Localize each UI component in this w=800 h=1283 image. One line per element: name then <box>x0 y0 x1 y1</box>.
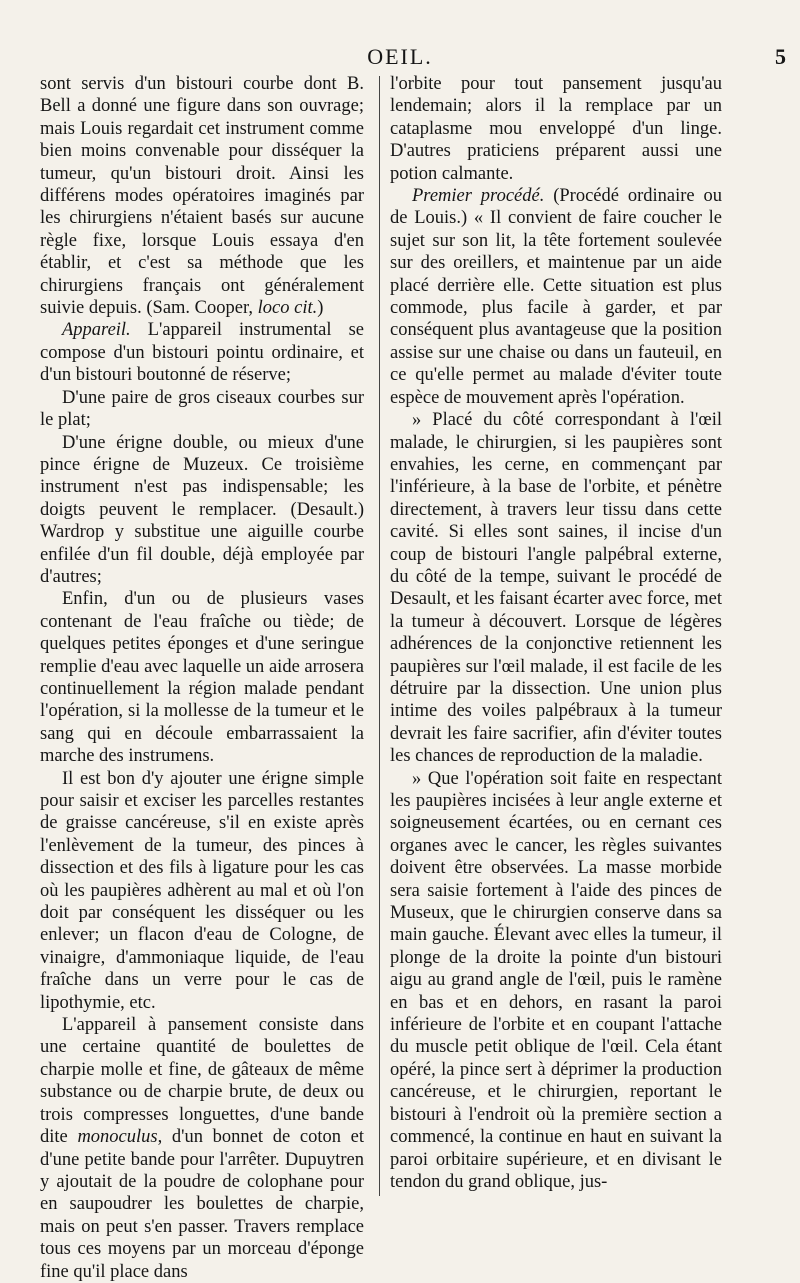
text-run: D'une paire de gros ciseaux courbes sur le plat; <box>40 387 364 431</box>
page-number: 5 <box>775 44 786 69</box>
paragraph <box>40 588 364 767</box>
text-run: » Que l'opération soit faite en respectant les paupières incisées à leur angle externe et soigneusement écartées, ou en cernant ces organes avec le cancer, les règles suivantes doivent être observées. La masse morbide sera saisie fortement à l'aide des pinces de Museux, que le chirurgien conserve dans sa main gauche. Élevant avec elles la tumeur, il plonge de la droite la pointe d'un bistouri aigu au grand angle de l'œil, puis le ramène en bas et en dehors, en rasant la paroi inférieure de l'orbite et en coupant l'attache du muscle petit oblique de l'œil. Cela étant opéré, la pince sert à déprimer la production cancéreuse, et le chirurgien, reportant le bistouri à l'endroit où la première section a commencé, la continue en haut en suivant la paroi orbitaire supérieure, et en divisant le tendon du grand oblique, jus- <box>390 768 722 1192</box>
running-head: OEIL. <box>367 44 433 69</box>
text-run: l'orbite pour tout pansement jusqu'au lendemain; alors il la remplace par un cataplasme mou enveloppé d'un linge. D'autres praticiens préparent aussi une potion calmante. <box>390 74 722 184</box>
left-column <box>40 73 364 1283</box>
text-run: D'une érigne double, ou mieux d'une pince érigne de Muzeux. Ce troisième instrument n'est pas indispensable; les doigts peuvent le remplacer. (Desault.) Wardrop y substitue une aiguille courbe enfilée d'un fil double, déjà employée par d'autres; <box>40 432 364 587</box>
text-run: L'appareil instrumental se compose d'un bistouri pointu ordinaire, et d'un bistouri boutonné de réserve; <box>40 320 364 386</box>
text-run: L'appareil à pansement consiste dans une certaine quantité de boulettes de charpie molle et fine, de gâteaux de même substance ou de charpie brute, de deux ou trois compresses longuettes, d'une bande dite <box>40 1015 364 1148</box>
text-run: Enfin, d'un ou de plusieurs vases contenant de l'eau fraîche ou tiède; de quelques petites éponges et d'une seringue remplie d'eau avec laquelle un aide arrosera continuellement la région malade pendant l'opération, si la mollesse de la tumeur et le sang qui en découle embarrassaient la marche des instrumens. <box>40 589 364 767</box>
italic-text: loco cit. <box>257 298 318 319</box>
paragraph <box>40 432 364 589</box>
text-run: Il est bon d'y ajouter une érigne simple pour saisir et exciser les parcelles restantes de graisse cancéreuse, s'il en existe après l'enlèvement de la tumeur, des pinces à dissection et des fils à ligature pour les cas où les paupières adhèrent au mal et où l'on doit par conséquent les disséquer ou les enlever; un flacon d'eau de Cologne, de vinaigre, d'ammoniaque liquide, de l'eau fraîche dans un verre pour le cas de lipothymie, etc. <box>40 768 364 1013</box>
text-run: » Placé du côté correspondant à l'œil malade, le chirurgien, si les paupières sont envahies, les cerne, en commençant par l'inférieure, à la base de l'orbite, et pénètre directement, à travers leur tissu dans cette cavité. Si elles sont saines, il incise d'un coup de bistouri l'angle palpébral externe, du côté de la tempe, suivant le procédé de Desault, et les faisant écarter avec force, met la tumeur à découvert. Lorsque de légères adhérences de la conjonctive retiennent les paupières sur l'œil malade, il est facile de les détruire par la dissection. Une union plus intime des voiles palpébraux à la tumeur devrait les faire sacrifier, afin d'éviter toutes les chances de reproduction de la maladie. <box>390 410 722 767</box>
text-run: (Procédé ordinaire ou de Louis.) « Il convient de faire coucher le sujet sur son lit, la tête fortement soulevée sur des oreillers, et maintenue par un aide placé derrière elle. Cette situation est plus commode, plus facile à garder, et par conséquent plus avantageuse que la position assise sur une chaise ou dans un fauteuil, en ce qu'elle permet au malade d'éviter toute espèce de mouvement après l'opération. <box>390 186 722 408</box>
text-run: , d'un bonnet de coton et d'une petite bande pour l'arrêter. Dupuytren y ajoutait de la poudre de colophane pour en saupoudrer les boulettes de charpie, mais on peut s'en passer. Travers remplace tous ces moyens par un morceau d'éponge fine qu'il place dans <box>40 1127 364 1282</box>
italic-text: Appareil. <box>62 320 131 341</box>
column-divider <box>379 76 380 1196</box>
right-column <box>390 73 722 1193</box>
italic-text: monoculus <box>77 1127 158 1148</box>
italic-text: Premier procédé. <box>412 186 545 207</box>
paragraph <box>40 319 364 386</box>
paragraph <box>390 73 722 185</box>
paragraph <box>40 768 364 1014</box>
paragraph <box>390 185 722 409</box>
text-run: sont servis d'un bistouri courbe dont B. Bell a donné une figure dans son ouvrage; mais Louis regardait cet instrument comme bien moins convenable pour disséquer la tumeur, qu'un bistouri droit. Ainsi les différens modes opératoires imaginés par les chirurgiens n'étaient basés sur aucune règle fixe, lorsque Louis essaya d'en établir, et c'est sa méthode que les chirurgiens français ont généralement suivie depuis. (Sam. Cooper, <box>40 74 364 319</box>
paragraph <box>40 387 364 432</box>
paragraph <box>390 409 722 768</box>
paragraph <box>40 73 364 319</box>
paragraph <box>390 768 722 1194</box>
text-run: ) <box>317 298 324 319</box>
paragraph <box>40 1014 364 1283</box>
page-header <box>0 44 800 74</box>
